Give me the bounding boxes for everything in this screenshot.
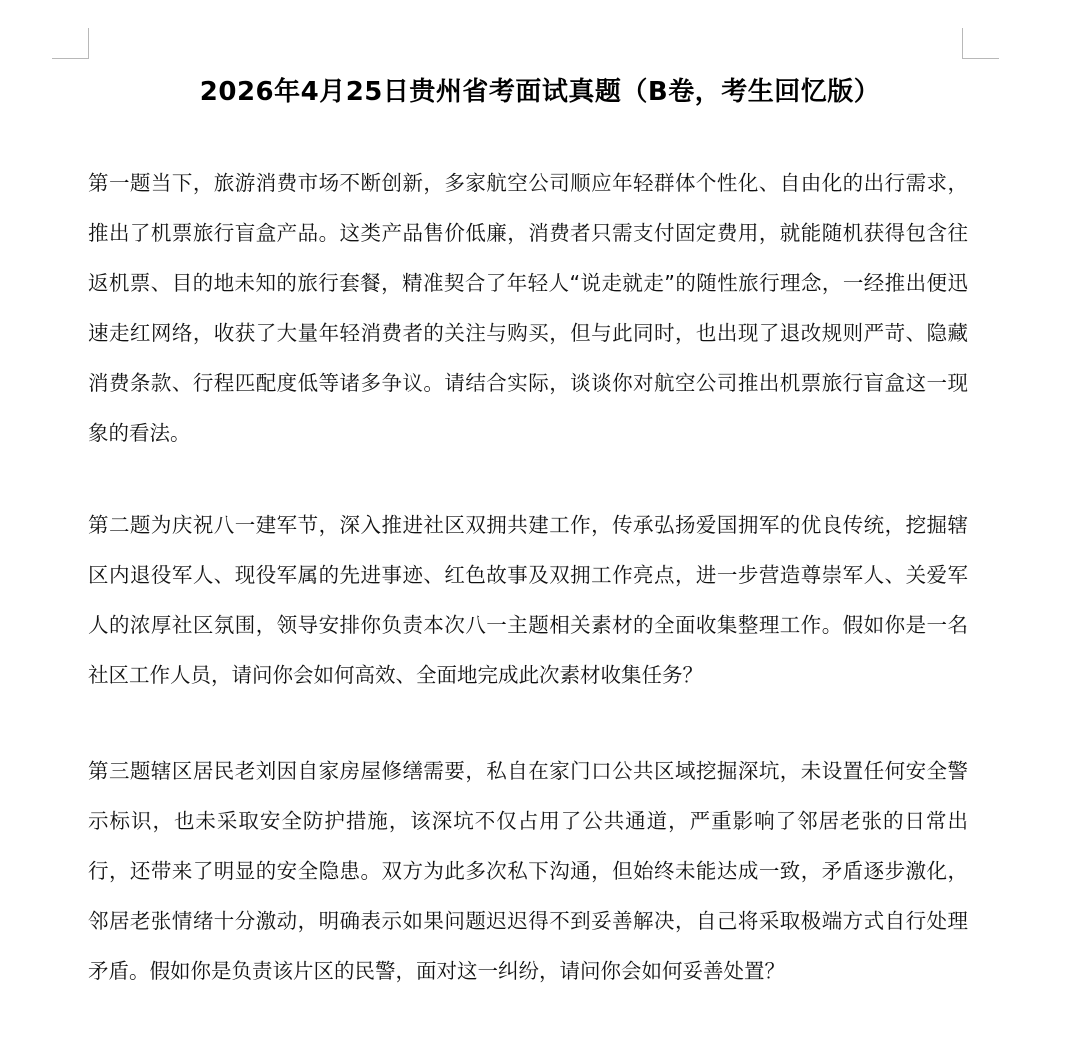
top-right-margin-mark [962,28,999,59]
question-1-paragraph: 第一题当下，旅游消费市场不断创新，多家航空公司顺应年轻群体个性化、自由化的出行需求，推出了机票旅行盲盒产品。这类产品售价低廉，消费者只需支付固定费用，就能随机获得包含往返机票、目的地未知的旅行套餐，精准契合了年轻人“说走就走”的随性旅行理念，一经推出便迅速走红网络，收获了大量年轻消费者的关注与购买，但与此同时，也出现了退改规则严苛、隐藏消费条款、行程匹配度低等诸多争议。请结合实际，谈谈你对航空公司推出机票旅行盲盒这一现象的看法。 [88,171,968,445]
document-title: 2026年4月25日贵州省考面试真题（B卷，考生回忆版） [199,77,881,107]
top-left-margin-mark [52,28,89,59]
question-3-paragraph: 第三题辖区居民老刘因自家房屋修缮需要，私自在家门口公共区域挖掘深坑，未设置任何安全警示标识，也未采取安全防护措施，该深坑不仅占用了公共通道，严重影响了邻居老张的日常出行，还带来了明显的安全隐患。双方为此多次私下沟通，但始终未能达成一致，矛盾逐步激化，邻居老张情绪十分激动，明确表示如果问题迟迟得不到妥善解决，自己将采取极端方式自行处理矛盾。假如你是负责该片区的民警，面对这一纠纷，请问你会如何妥善处置？ [88,759,968,983]
question-2-paragraph: 第二题为庆祝八一建军节，深入推进社区双拥共建工作，传承弘扬爱国拥军的优良传统，挖掘辖区内退役军人、现役军属的先进事迹、红色故事及双拥工作亮点，进一步营造尊崇军人、关爱军人的浓厚社区氛围，领导安排你负责本次八一主题相关素材的全面收集整理工作。假如你是一名社区工作人员，请问你会如何高效、全面地完成此次素材收集任务？ [88,513,968,687]
